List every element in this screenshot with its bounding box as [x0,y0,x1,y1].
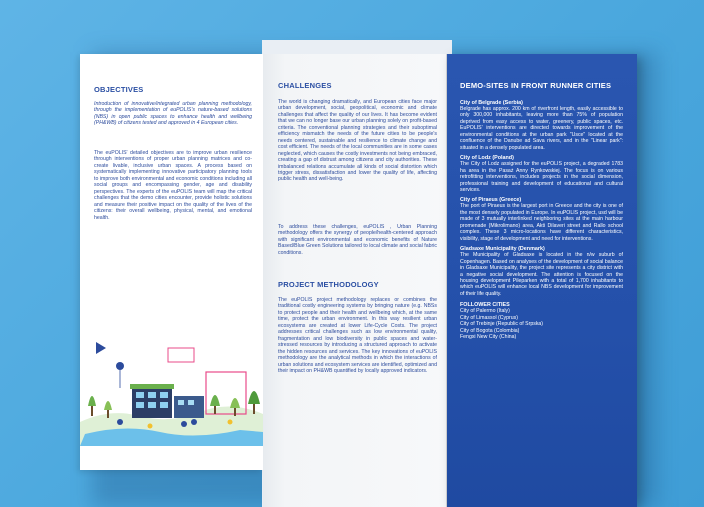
follower-cities [460,302,623,341]
challenges-solution [278,224,437,256]
follower-city: City of Palermo (Italy) [460,308,510,315]
objectives-panel [80,54,263,470]
city-text: The port of Piraeus is the largest port in Greece and the city is one of the most densely populated in Europe. In euPOLIS project, usd will be made of 3 mutually interlinked neighboring sites at the main harbour promenade (Mikrolimano) area, Akti Dilaveri street and Rallo school complex. These 3 micro-locations have different characteristics, visibility, stage of development and need for interventions. [460,203,623,242]
challenges-panel [263,54,447,507]
challenges-heading: CHALLENGES [278,81,332,90]
challenges-bold: Urban Planning methodology offers the synergy of people/health-centered approach with significant environmental and economic benefits of Nature Based/Blue Green Solutions tailored to local climate and social fabric conditions. [278,224,437,256]
demo-sites-panel [447,54,637,507]
city-name: City of Piraeus (Greece) [460,197,522,204]
methodology-heading: PROJECT METHODOLOGY [278,280,379,289]
objectives-heading: OBJECTIVES [94,85,144,94]
objectives-body: The euPOLIS' detailed objectives are to improve urban resilience through interventions of proper urban planning matrices and co-create livable, inclusive urban spaces. A process based on systematically implementing innovative participatory planning tools to improve both environmental and economic conditions including all social groups and encompassing gender, age and disability perspectives. The experts of the euPOLIS team will map the critical challenges that the demo cities encounter, provide holistic solutions and measure their positive impact on the quality of the lives of the citizens: their overall wellbeing, physical, mental, and emotional health. [94,150,252,221]
demo-sites-list [460,97,623,341]
challenges-body: The world is changing dramatically, and European cities face major urban development, social, geopolitical, economic and climate challenges that affect the quality of our lives. It has become evident that we can no longer base our urban planning solely on profit-based criteria. The conventional planning strategies and their suboptimal efficiency mismatch the needs of the future cities to be people's needs centered, sustainable and resilience to climate change and cost efficient. The needs of the local communities are in some cases neglected, which causes the costly investments not being embraced, creating a gap of distrust among citizens and city authorities. These imbalanced relations accumulate all kinds of social distortion which trigger stress, dissatisfaction and lower the quality of life, affecting public health and well-being. [278,99,437,183]
objectives-intro: Introduction of innovative/integrated urban planning methodology, through the implementation of euPOLIS's nature-based solutions (NBS) in open public spaces to enhance health and wellbeing (PH&WB) of citizens tested and approved in 4 European cities. [94,101,252,127]
follower-heading: FOLLOWER CITIES [460,302,510,309]
city-text: The Municipality of Gladsaxe is located in the n/w suburb of Copenhagen. Based on analyses of the development of social balance in Gladsaxe Municipality, the project site represents a city district with a negative social development. The attention is focused on the housing development Pileparken with a total of 1,700 inhabitants to which euPOLIS will enhance local NBS development for improvement of their life quality. [460,252,623,297]
city-lodz [460,155,623,193]
city-text: The City of Lodz assigned for the euPOLIS project, a degraded 1783 ha area in the Pasaż Anny Rynkowskiej. The focus is on various retrofitting interventions, includes projects in the social dimension, professional training and development of educational and cultural services. [460,161,623,193]
city-name: Gladsaxe Municipality (Denmark) [460,246,545,253]
city-belgrade [460,100,623,151]
follower-city: City of Bogota (Colombia) [460,327,520,334]
city-name: City of Belgrade (Serbia) [460,100,523,106]
follower-city: Fengxi New City (China) [460,334,517,341]
demo-sites-heading: DEMO-SITES IN FRONT RUNNER CITIES [460,81,612,90]
follower-city: City of Limassol (Cyprus) [460,314,518,321]
methodology-body: The euPOLIS project methodology replaces or combines the traditional costly engineering systems by bringing nature (e.g. NBSs to protect people and their health and wellbeing which, at the same time, protect the urban environment. In this way resilient urban ecosystems are created at lower Life-Cycle Costs. The project addresses critical challenges such as low environmental quality, fragmentation and low biodiversity in public spaces and water-stressed resources by introducing a structured approach to activate the hidden resources and services. The key innovations of euPOLIS methodology are the analytical methods in which the interactions of urban solutions and ecosystem services are identified, optimized and their impact on PH&WB quantified by locally approved indicators. [278,297,437,374]
follower-city: City of Trebinje (Republic of Srpska) [460,321,544,328]
city-text: Belgrade has approx. 200 km of riverfront length, easily accessible to only 300,000 inhabitants, leaving more than 75% of population deprived from easy access to water, greenery, public spaces, etc. EuPOLIS' interventions are directed towards improvement of the environmental conditions at the urban park "Usce" located at the confluence of the Danube ad Sava rivers, and in the "Linear park": situated in a densely populated area. [460,106,623,151]
city-gladsaxe [460,246,623,297]
city-name: City of Lodz (Poland) [460,155,514,162]
challenges-lead: To address these challenges, euPOLIS , [278,224,392,230]
urban-nature-illustration [80,336,263,446]
city-piraeus [460,197,623,242]
